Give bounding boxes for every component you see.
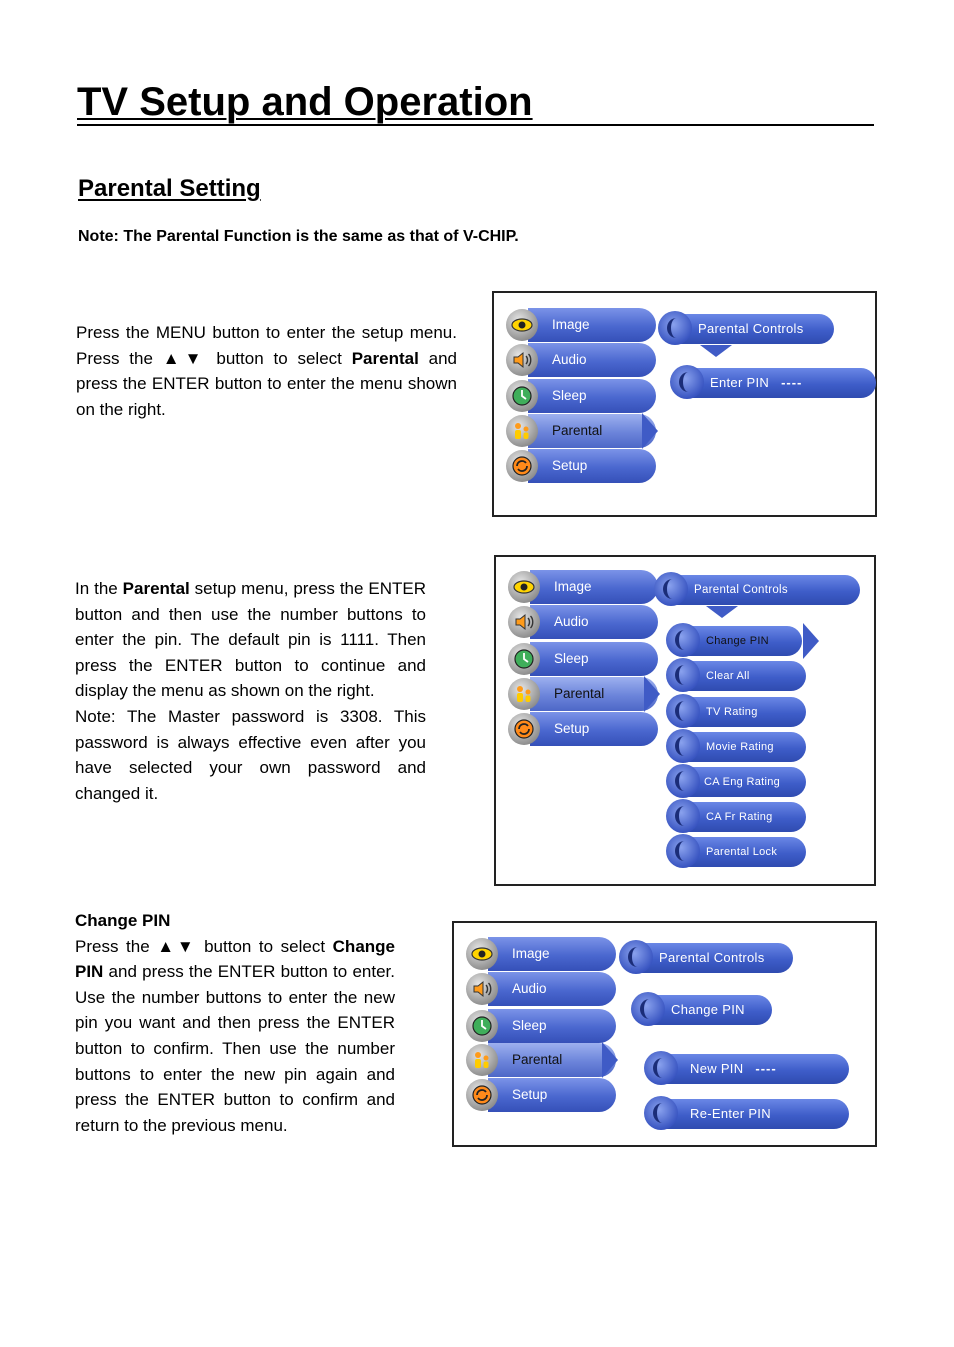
family-icon bbox=[508, 678, 540, 710]
menu-item-label: Setup bbox=[552, 458, 588, 473]
header-label: Parental Controls bbox=[694, 584, 788, 596]
step1-text-b: and press the ENTER button to enter the menu shown on the right. bbox=[76, 348, 457, 419]
option-label: Parental Lock bbox=[706, 846, 778, 858]
header-label: Parental Controls bbox=[698, 321, 804, 336]
menu-item-label: Sleep bbox=[552, 388, 587, 403]
master-password-note: Note: The Master password is 3308. This password is always effective even after you have selected your own password and changed it. bbox=[75, 706, 426, 803]
button-cap-icon bbox=[631, 992, 665, 1026]
button-cap-icon bbox=[666, 729, 700, 763]
menu-item-label: Audio bbox=[512, 981, 547, 996]
step2-bold: Parental bbox=[122, 579, 190, 598]
menu-item-sleep[interactable] bbox=[466, 1008, 616, 1044]
menu-item-label: Image bbox=[554, 579, 592, 594]
clock-icon bbox=[466, 1010, 498, 1042]
new-pin-label: New PIN ---- bbox=[690, 1061, 777, 1076]
option-arrow-icon bbox=[803, 623, 819, 659]
option-ca-fr-rating[interactable] bbox=[666, 799, 806, 833]
option-label: Movie Rating bbox=[706, 741, 774, 753]
reenter-pin-field[interactable] bbox=[644, 1096, 849, 1130]
option-clear-all[interactable] bbox=[666, 658, 806, 692]
menu-item-audio[interactable] bbox=[466, 971, 616, 1007]
menu-item-audio[interactable] bbox=[506, 342, 656, 378]
option-tv-rating[interactable] bbox=[666, 694, 806, 728]
button-cap-icon bbox=[666, 658, 700, 692]
menu-item-parental[interactable] bbox=[466, 1042, 616, 1078]
menu-item-label: Setup bbox=[554, 721, 590, 736]
step3-paragraph bbox=[75, 908, 395, 1138]
step3-text-a: Press the ▲▼ button to select bbox=[75, 936, 333, 956]
menu-item-label: Sleep bbox=[512, 1018, 547, 1033]
step2-text-b: setup menu, press the ENTER button and then use the number buttons to enter the pin. The default pin is 1111. Then press the ENTER button to continue and display the menu as shown on the right. bbox=[75, 579, 426, 701]
menu-item-setup[interactable] bbox=[506, 448, 656, 484]
menu-item-audio[interactable] bbox=[508, 604, 658, 640]
button-cap-icon bbox=[666, 764, 700, 798]
eye-icon bbox=[506, 309, 538, 341]
menu-item-label: Parental bbox=[512, 1052, 563, 1067]
parental-controls-header bbox=[654, 572, 860, 606]
speaker-icon bbox=[508, 606, 540, 638]
reenter-pin-label: Re-Enter PIN bbox=[690, 1106, 771, 1121]
button-cap-icon bbox=[658, 311, 692, 345]
button-cap-icon bbox=[654, 572, 688, 606]
menu-item-parental[interactable] bbox=[506, 413, 656, 449]
setup-cycle-icon bbox=[466, 1079, 498, 1111]
menu-item-label: Parental bbox=[552, 423, 603, 438]
menu-item-setup[interactable] bbox=[466, 1077, 616, 1113]
submenu-arrow-icon bbox=[644, 676, 660, 712]
screen-enter-pin bbox=[492, 291, 877, 517]
menu-item-label: Parental bbox=[554, 686, 605, 701]
menu-item-label: Setup bbox=[512, 1087, 548, 1102]
option-change-pin[interactable] bbox=[666, 623, 802, 657]
option-parental-lock[interactable] bbox=[666, 834, 806, 868]
screen-change-pin bbox=[452, 921, 877, 1147]
new-pin-value: ---- bbox=[755, 1061, 777, 1076]
page-title: TV Setup and Operation bbox=[77, 80, 533, 124]
menu-item-setup[interactable] bbox=[508, 711, 658, 747]
down-arrow-icon bbox=[700, 345, 732, 357]
step3-text-b: and press the ENTER button to enter. Use the number buttons to enter the new pin you want and then press the ENTER button to confirm. Then use the number buttons to enter the new pin again and press the ENTER button to confirm and return to the previous menu. bbox=[75, 962, 395, 1135]
clock-icon bbox=[506, 380, 538, 412]
header-label: Parental Controls bbox=[659, 950, 765, 965]
menu-item-label: Audio bbox=[554, 614, 589, 629]
enter-pin-field[interactable] bbox=[670, 365, 876, 399]
step2-paragraph bbox=[75, 576, 426, 806]
menu-item-image[interactable] bbox=[508, 569, 658, 605]
menu-item-label: Audio bbox=[552, 352, 587, 367]
sub-header-label: Change PIN bbox=[671, 1002, 745, 1017]
button-cap-icon bbox=[619, 940, 653, 974]
speaker-icon bbox=[506, 344, 538, 376]
option-label: CA Fr Rating bbox=[706, 811, 773, 823]
parental-note: Note: The Parental Function is the same as that of V-CHIP. bbox=[78, 228, 519, 245]
setup-cycle-icon bbox=[506, 450, 538, 482]
eye-icon bbox=[508, 571, 540, 603]
menu-item-label: Image bbox=[512, 946, 550, 961]
screen-parental-controls bbox=[494, 555, 876, 886]
down-arrow-icon bbox=[706, 606, 738, 618]
option-label: TV Rating bbox=[706, 706, 758, 718]
menu-item-image[interactable] bbox=[466, 936, 616, 972]
button-cap-icon bbox=[666, 694, 700, 728]
step1-bold: Parental bbox=[351, 348, 419, 368]
option-label: Clear All bbox=[706, 670, 750, 682]
step2-text-a: In the bbox=[75, 579, 123, 598]
option-ca-eng-rating[interactable] bbox=[666, 764, 806, 798]
button-cap-icon bbox=[666, 623, 700, 657]
button-cap-icon bbox=[670, 365, 704, 399]
menu-item-label: Image bbox=[552, 317, 590, 332]
title-rule bbox=[77, 124, 874, 126]
button-cap-icon bbox=[644, 1096, 678, 1130]
menu-item-label: Sleep bbox=[554, 651, 589, 666]
family-icon bbox=[466, 1044, 498, 1076]
step1-text-a: Press the MENU button to enter the setup menu. Press the ▲▼ button to select bbox=[76, 323, 457, 368]
menu-item-sleep[interactable] bbox=[506, 378, 656, 414]
parental-controls-header bbox=[619, 940, 793, 974]
change-pin-heading: Change PIN bbox=[75, 911, 171, 930]
option-label: Change PIN bbox=[706, 635, 769, 647]
eye-icon bbox=[466, 938, 498, 970]
button-cap-icon bbox=[666, 799, 700, 833]
family-icon bbox=[506, 415, 538, 447]
clock-icon bbox=[508, 643, 540, 675]
parental-controls-header bbox=[658, 311, 834, 345]
new-pin-field[interactable] bbox=[644, 1051, 849, 1085]
change-pin-subheader bbox=[631, 992, 772, 1026]
menu-item-image[interactable] bbox=[506, 307, 656, 343]
submenu-arrow-icon bbox=[602, 1042, 618, 1078]
menu-item-sleep[interactable] bbox=[508, 641, 658, 677]
section-title: Parental Setting bbox=[78, 175, 261, 202]
speaker-icon bbox=[466, 973, 498, 1005]
button-cap-icon bbox=[644, 1051, 678, 1085]
step1-paragraph bbox=[76, 320, 457, 422]
enter-pin-label: Enter PIN ---- bbox=[710, 375, 803, 390]
menu-item-parental[interactable] bbox=[508, 676, 658, 712]
setup-cycle-icon bbox=[508, 713, 540, 745]
option-label: CA Eng Rating bbox=[704, 776, 781, 788]
enter-pin-value: ---- bbox=[781, 375, 803, 390]
step3-bold: Change PIN bbox=[75, 936, 395, 982]
button-cap-icon bbox=[666, 834, 700, 868]
submenu-arrow-icon bbox=[642, 413, 658, 449]
option-movie-rating[interactable] bbox=[666, 729, 806, 763]
